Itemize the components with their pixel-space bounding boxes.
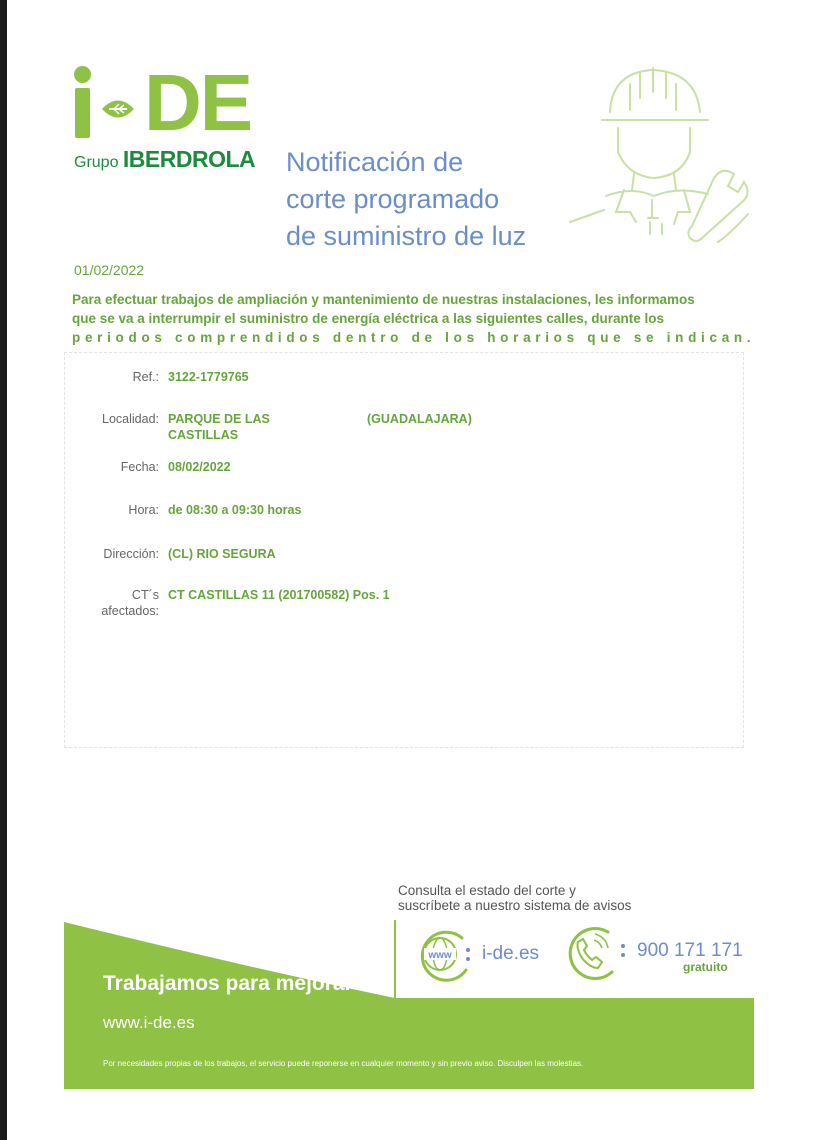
ref-label: Ref.: [132, 370, 159, 384]
phone-number[interactable]: 900 171 171 [637, 940, 743, 961]
consulta-text [398, 883, 631, 913]
hora-label: Hora: [128, 503, 159, 517]
consulta-line-1: Consulta el estado del corte y [398, 883, 576, 898]
ref-value: 3122-1779765 [168, 370, 249, 384]
fecha-value: 08/02/2022 [168, 460, 231, 474]
footer-slogan: Trabajamos para mejorar [103, 972, 353, 995]
group-prefix: Grupo [74, 154, 119, 171]
globe-icon [414, 926, 474, 986]
website-link[interactable]: i-de.es [482, 943, 540, 964]
phone-free-label: gratuito [683, 960, 728, 974]
phone-icon [560, 922, 632, 986]
localidad-line-2: CASTILLAS [168, 428, 239, 442]
direccion-label: Dirección: [103, 547, 159, 561]
fecha-label: Fecha: [120, 460, 159, 474]
intro-line-2: que se va a interrumpir el suministro de energía eléctrica a las siguientes calles, durante los [72, 311, 664, 326]
hora-value: de 08:30 a 09:30 horas [168, 503, 302, 517]
intro-line-3: periodos comprendidos dentro de los horarios que se indican. [72, 330, 756, 345]
footer-disclaimer: Por necesidades propias de los trabajos, el servicio puede reponerse en cualquier momento y sin previo aviso. Disculpen las molestias. [103, 1059, 584, 1068]
ct-value: CT CASTILLAS 11 (201700582) Pos. 1 [168, 588, 390, 602]
document-date: 01/02/2022 [74, 262, 145, 278]
localidad-label: Localidad: [102, 412, 159, 426]
footer-url[interactable]: www.i-de.es [103, 1013, 195, 1032]
ct-label-line-1: CT´s [131, 588, 159, 602]
title-line-3: de suministro de luz [286, 221, 527, 251]
title-line-1: Notificación de [286, 147, 464, 177]
consulta-line-2: suscríbete a nuestro sistema de avisos [398, 898, 632, 913]
provincia-value: (GUADALAJARA) [367, 412, 472, 426]
intro-line-1: Para efectuar trabajos de ampliación y mantenimiento de nuestras instalaciones, les informamos [72, 292, 695, 307]
direccion-value: (CL) RIO SEGURA [168, 547, 276, 561]
title-line-2: corte programado [286, 184, 500, 214]
logo-de: DE [144, 58, 252, 147]
web-icon-label: www [428, 950, 452, 961]
group-name: IBERDROLA [122, 146, 256, 172]
localidad-line-1: PARQUE DE LAS [168, 412, 270, 426]
ct-label-line-2: afectados: [101, 604, 159, 618]
